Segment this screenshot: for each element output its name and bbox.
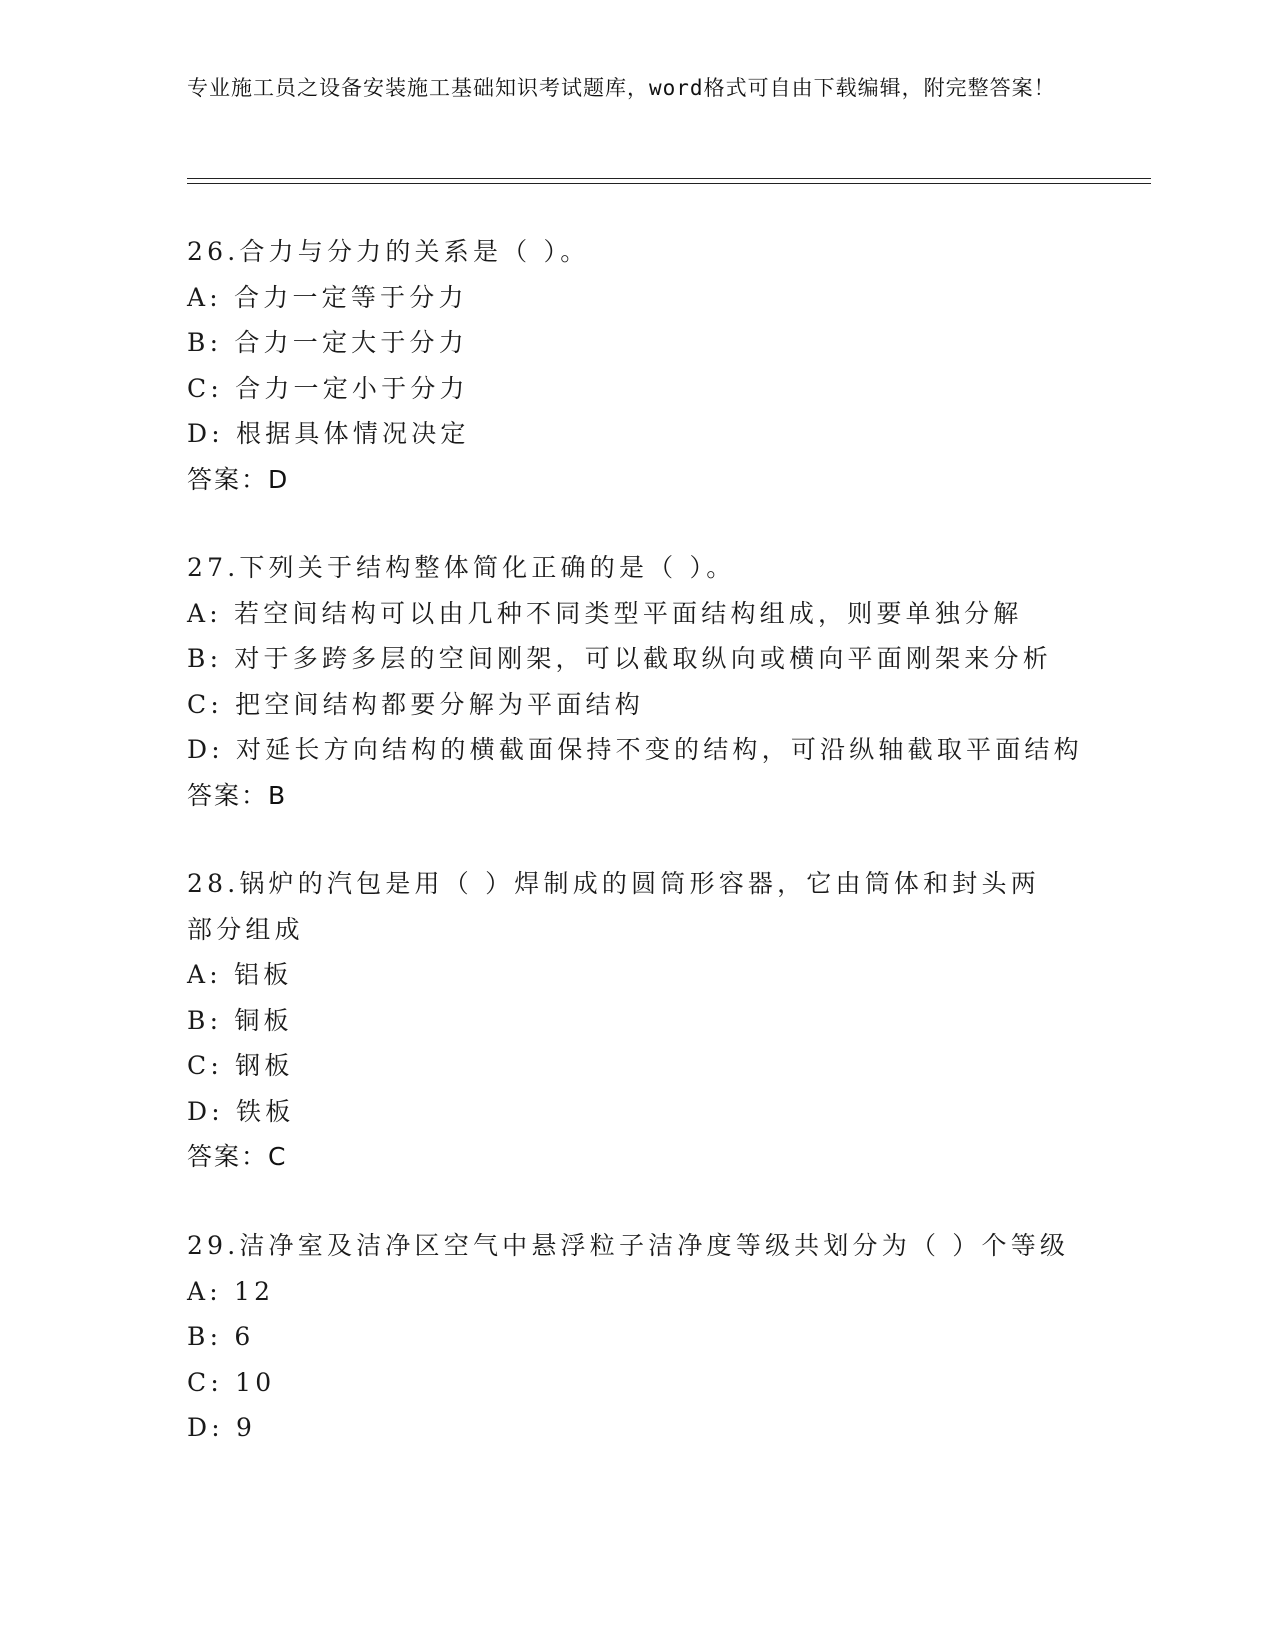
document-header: 专业施工员之设备安装施工基础知识考试题库，word格式可自由下载编辑，附完整答案！ bbox=[187, 76, 1056, 100]
option-text: 铁板 bbox=[236, 1096, 295, 1126]
answer-value: C bbox=[268, 1142, 288, 1171]
answer-label: 答案： bbox=[187, 464, 269, 494]
option-b bbox=[187, 320, 1087, 366]
option-text: 12 bbox=[234, 1276, 275, 1306]
option-key: A bbox=[187, 960, 210, 989]
answer-label: 答案： bbox=[187, 1142, 269, 1171]
option-text: 合力一定大于分力 bbox=[234, 328, 468, 357]
option-text: 钢板 bbox=[235, 1051, 294, 1080]
answer-line bbox=[187, 457, 1087, 503]
option-text: 10 bbox=[235, 1367, 276, 1397]
option-a bbox=[187, 952, 1087, 998]
question-27 bbox=[187, 545, 1087, 818]
option-key: D bbox=[187, 1096, 212, 1126]
option-a bbox=[187, 275, 1087, 321]
option-d bbox=[187, 1089, 1087, 1135]
option-c bbox=[187, 682, 1087, 728]
option-separator: : bbox=[209, 598, 222, 628]
header-divider-top bbox=[187, 178, 1151, 179]
option-separator: : bbox=[210, 689, 223, 719]
answer-line bbox=[187, 773, 1087, 819]
option-key: B bbox=[187, 328, 210, 357]
option-key: D bbox=[187, 419, 212, 448]
option-b bbox=[187, 636, 1087, 682]
option-key: C bbox=[187, 373, 211, 403]
option-b bbox=[187, 1314, 1087, 1360]
question-26 bbox=[187, 229, 1087, 502]
option-key: D bbox=[187, 735, 212, 764]
option-separator: : bbox=[210, 373, 223, 403]
option-text: 合力一定小于分力 bbox=[235, 373, 469, 403]
option-separator: : bbox=[209, 1322, 223, 1351]
question-stem: 28.锅炉的汽包是用（ ）焊制成的圆筒形容器，它由筒体和封头两部分组成 bbox=[187, 869, 1040, 944]
option-text: 6 bbox=[234, 1322, 255, 1351]
option-key: A bbox=[187, 282, 210, 312]
question-stem: 26.合力与分力的关系是（ ）。 bbox=[187, 237, 590, 266]
option-text: 铝板 bbox=[234, 960, 293, 989]
option-c bbox=[187, 1043, 1087, 1089]
question-stem: 27.下列关于结构整体简化正确的是（ ）。 bbox=[187, 553, 736, 582]
option-d bbox=[187, 411, 1087, 457]
option-key: C bbox=[187, 1367, 211, 1397]
option-text: 若空间结构可以由几种不同类型平面结构组成，则要单独分解 bbox=[234, 598, 1023, 628]
option-key: B bbox=[187, 644, 210, 673]
option-separator: : bbox=[211, 419, 224, 448]
option-c bbox=[187, 1360, 1087, 1406]
option-separator: : bbox=[209, 1276, 222, 1306]
option-key: D bbox=[187, 1413, 212, 1442]
option-text: 9 bbox=[236, 1413, 257, 1442]
option-key: B bbox=[187, 1005, 210, 1035]
option-separator: : bbox=[211, 1413, 224, 1442]
option-a bbox=[187, 591, 1087, 637]
option-separator: : bbox=[211, 1096, 224, 1126]
option-c bbox=[187, 366, 1087, 412]
option-separator: : bbox=[209, 644, 223, 673]
option-text: 对于多跨多层的空间刚架，可以截取纵向或横向平面刚架来分析 bbox=[234, 644, 1052, 673]
option-separator: : bbox=[211, 735, 224, 764]
option-key: C bbox=[187, 689, 211, 719]
question-28 bbox=[187, 861, 1087, 1180]
option-d bbox=[187, 727, 1087, 773]
option-d bbox=[187, 1405, 1087, 1451]
option-separator: : bbox=[209, 282, 222, 312]
answer-value: B bbox=[268, 780, 288, 810]
option-text: 合力一定等于分力 bbox=[234, 282, 468, 312]
option-separator: : bbox=[210, 1367, 223, 1397]
answer-label: 答案： bbox=[187, 780, 269, 810]
option-text: 铜板 bbox=[234, 1005, 293, 1035]
option-separator: : bbox=[209, 328, 223, 357]
option-key: B bbox=[187, 1322, 210, 1351]
question-29 bbox=[187, 1223, 1087, 1451]
option-separator: : bbox=[210, 1051, 223, 1080]
option-text: 对延长方向结构的横截面保持不变的结构，可沿纵轴截取平面结构 bbox=[236, 735, 1083, 764]
answer-value: D bbox=[268, 464, 290, 494]
question-stem: 29.洁净室及洁净区空气中悬浮粒子洁净度等级共划分为（ ）个等级 bbox=[187, 1231, 1070, 1260]
option-b bbox=[187, 998, 1087, 1044]
option-text: 根据具体情况决定 bbox=[236, 419, 470, 448]
option-key: C bbox=[187, 1051, 211, 1080]
answer-line bbox=[187, 1134, 1087, 1180]
option-key: A bbox=[187, 1276, 210, 1306]
option-separator: : bbox=[209, 960, 222, 989]
option-separator: : bbox=[209, 1005, 223, 1035]
header-divider-bottom bbox=[187, 183, 1151, 184]
option-a bbox=[187, 1269, 1087, 1315]
option-text: 把空间结构都要分解为平面结构 bbox=[235, 689, 644, 719]
option-key: A bbox=[187, 598, 210, 628]
